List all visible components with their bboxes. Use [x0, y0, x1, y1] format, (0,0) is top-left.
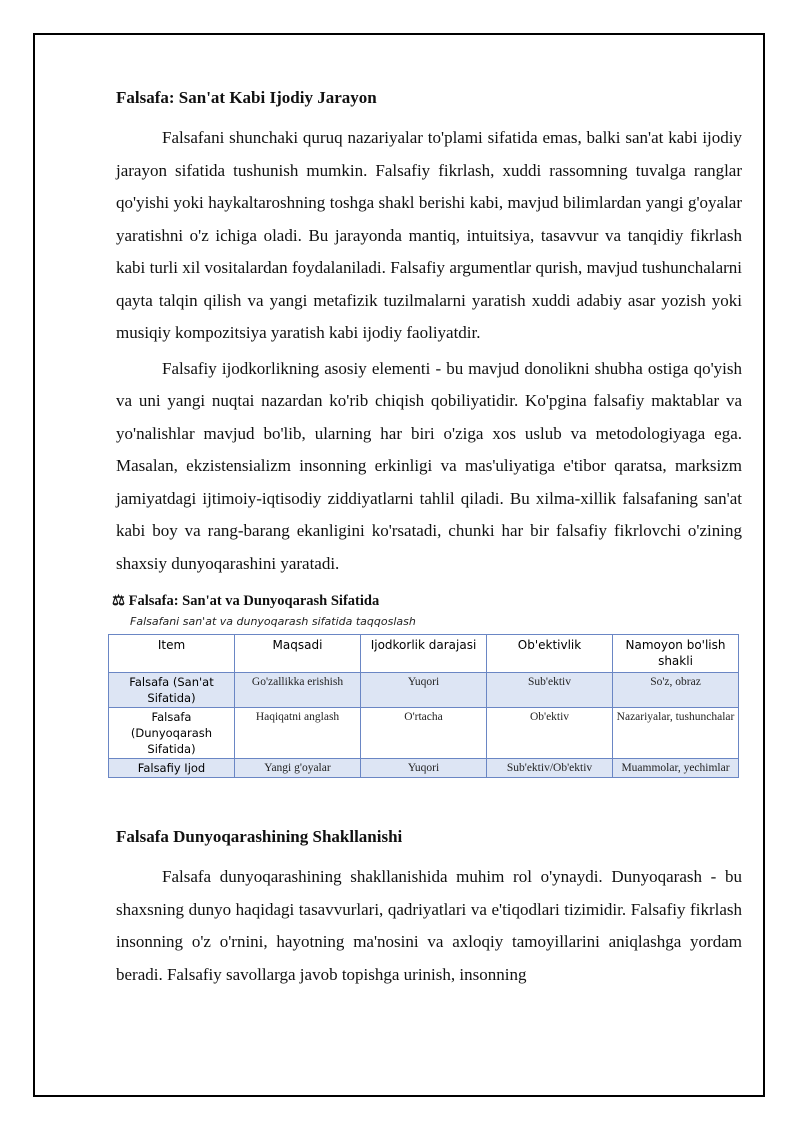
table-cell: Yuqori [361, 759, 487, 778]
table-cell: Go'zallikka erishish [235, 673, 361, 708]
table-cell: Sub'ektiv/Ob'ektiv [487, 759, 613, 778]
table-cell: Haqiqatni anglash [235, 708, 361, 759]
table-cell: So'z, obraz [613, 673, 739, 708]
row-label: Falsafiy Ijod [109, 759, 235, 778]
section-heading: Falsafa Dunyoqarashining Shakllanishi [116, 827, 403, 846]
paragraph: Falsafa dunyoqarashining shakllanishida muhim rol o'ynaydi. Dunyoqarash - bu shaxsning dunyo haqidagi tasavvurlari, qadriyatlari va e'tiqodlari tizimidir. Falsafiy fikrlash insonning o'z o'rnini, hayotning ma'nosini va axloqiy tamoyillarini aniqlashga yordam beradi. Falsafiy savollarga javob topishga urinish, insonning [116, 867, 742, 984]
section-heading: Falsafa: San'at Kabi Ijodiy Jarayon [116, 88, 377, 107]
comparison-table [108, 634, 739, 778]
column-header: Ob'ektivlik [487, 635, 613, 673]
paragraph: Falsafiy ijodkorlikning asosiy elementi - bu mavjud donolikni shubha ostiga qo'yish va uni yangi nuqtai nazardan ko'rib chiqish qobiliyatidir. Ko'pgina falsafiy maktablar va yo'nalishlar mavjud bo'lib, ularning har biri o'ziga xos uslub va metodologiyaga ega. Masalan, ekzistensializm insonning erkinligi va mas'uliyatiga e'tibor qaratsa, marksizm jamiyatdagi ijtimoiy-iqtisodiy ziddiyatlarni tahlil qiladi. Bu xilma-xillik falsafaning san'at kabi boy va rang-barang ekanligini ko'rsatadi, chunki har bir falsafiy fikrlovchi o'zining shaxsiy dunyoqarashini yaratadi. [116, 358, 742, 573]
table-row [109, 708, 739, 759]
table-row [109, 673, 739, 708]
table-cell: O'rtacha [361, 708, 487, 759]
table-cell: Nazariyalar, tushunchalar [613, 708, 739, 759]
table-cell: Ob'ektiv [487, 708, 613, 759]
row-label: Falsafa (Dunyoqarash Sifatida) [109, 708, 235, 759]
table-row [109, 759, 739, 778]
table-title: ⚖ Falsafa: San'at va Dunyoqarash Sifatida [112, 593, 380, 609]
table-caption: Falsafani san'at va dunyoqarash sifatida taqqoslash [130, 615, 416, 628]
row-label: Falsafa (San'at Sifatida) [109, 673, 235, 708]
column-header: Maqsadi [235, 635, 361, 673]
table-cell: Muammolar, yechimlar [613, 759, 739, 778]
paragraph: Falsafani shunchaki quruq nazariyalar to'plami sifatida emas, balki san'at kabi ijodiy jarayon sifatida tushunish mumkin. Falsafiy fikrlash, xuddi rassomning tuvalga ranglar qo'yishi yoki haykaltaroshning toshga shakl berishi kabi, mavjud bilimlardan yangi g'oyalar yaratishni o'z ichiga oladi. Bu jarayonda mantiq, intuitsiya, tasavvur va tanqidiy fikrlash kabi turli xil vositalardan foydalaniladi. Falsafiy argumentlar qurish, mavjud tushunchalarni qayta talqin qilish va yangi metafizik tuzilmalarni yaratish xuddi adabiy asar yozish yoki musiqiy kompozitsiya yaratish kabi ijodiy faoliyatdir. [116, 128, 742, 342]
table-cell: Yangi g'oyalar [235, 759, 361, 778]
column-header: Namoyon bo'lish shakli [613, 635, 739, 673]
table-header-row [109, 635, 739, 673]
column-header: Ijodkorlik darajasi [361, 635, 487, 673]
table-cell: Sub'ektiv [487, 673, 613, 708]
document-body [112, 84, 742, 994]
column-header: Item [109, 635, 235, 673]
table-cell: Yuqori [361, 673, 487, 708]
